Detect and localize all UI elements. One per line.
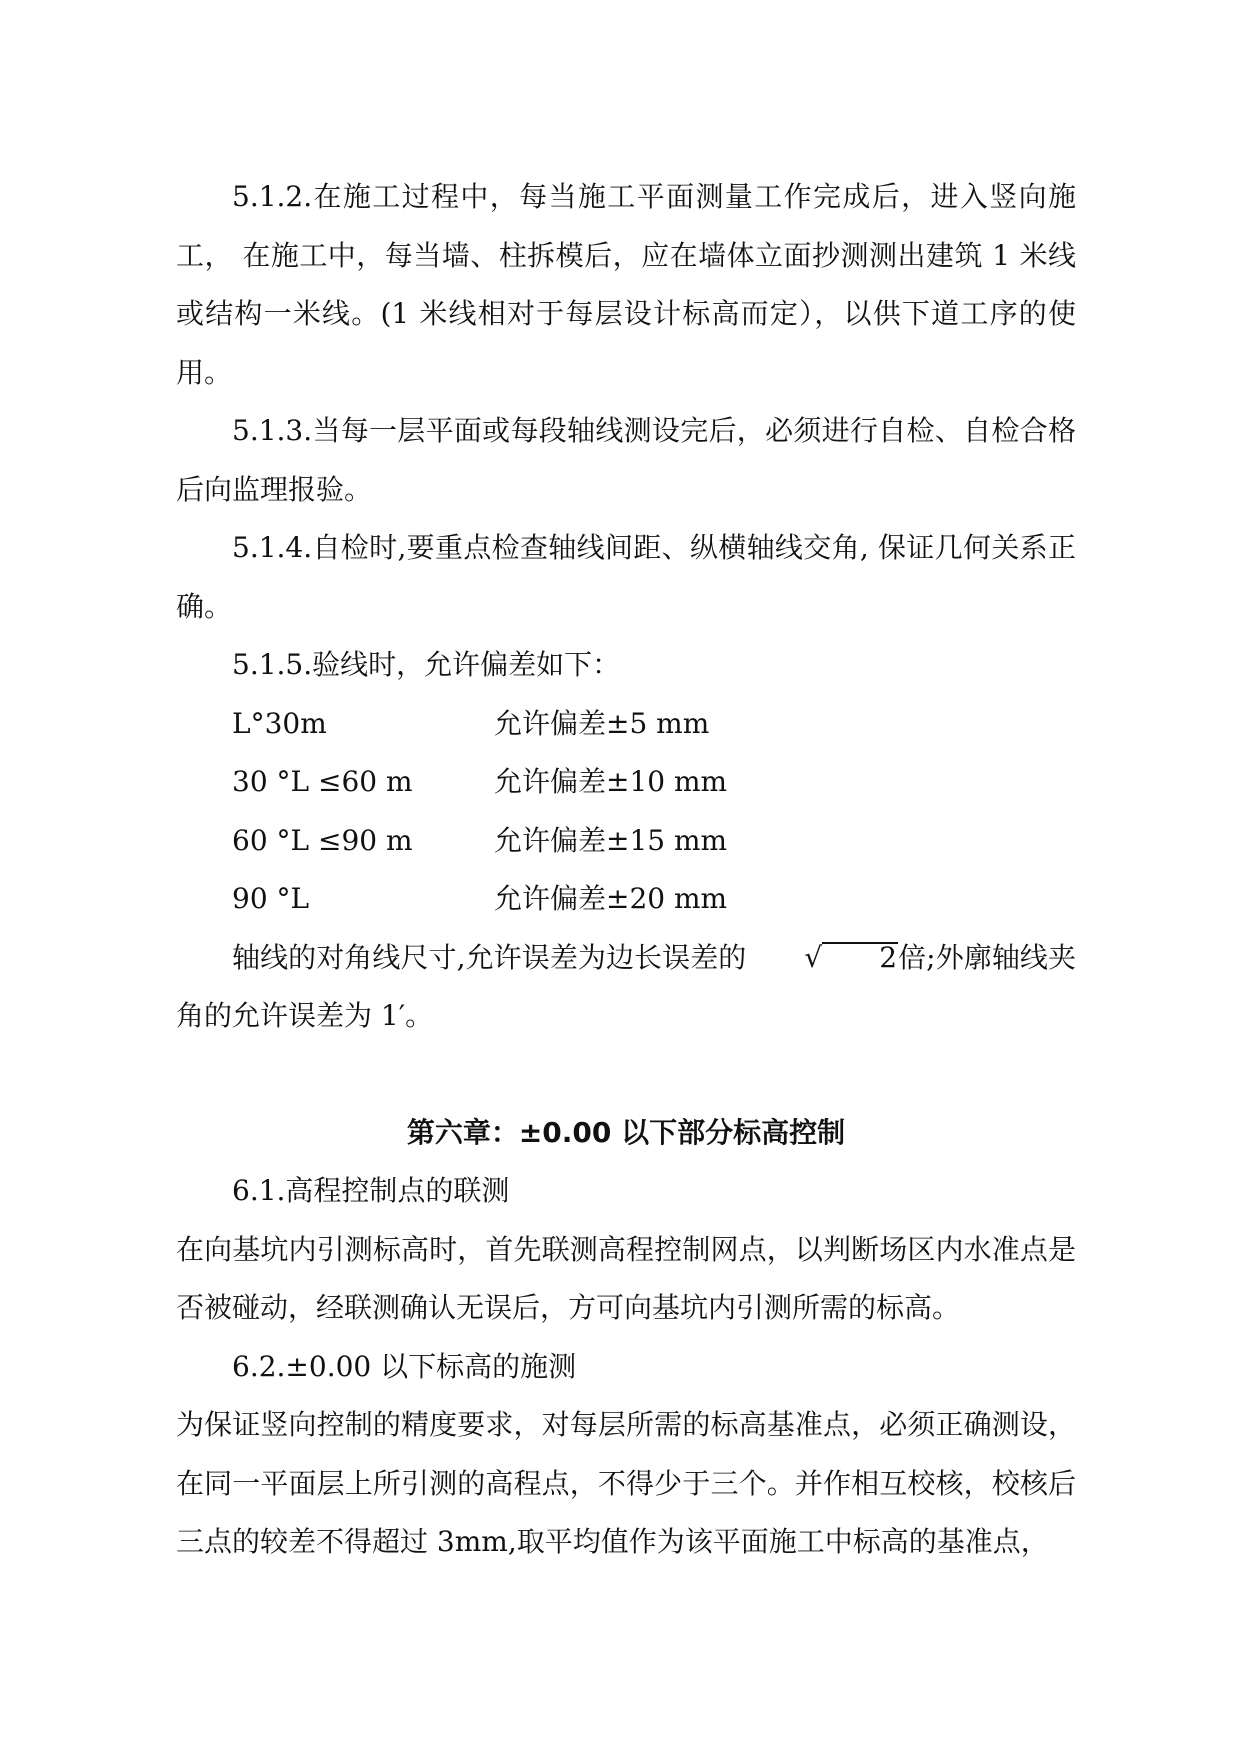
chapter-heading: 第六章：±0.00 以下部分标高控制: [406, 1115, 846, 1149]
tolerance-row: [176, 812, 1076, 871]
tolerance-row: [176, 753, 1076, 812]
section-6-1-body: 在向基坑内引测标高时，首先联测高程控制网点，以判断场区内水准点是否被碰动，经联测确认无误后，方可向基坑内引测所需的标高。: [176, 1232, 1076, 1324]
tolerance-value: 允许偏差±20 mm: [494, 882, 728, 915]
diagonal-text-before: 轴线的对角线尺寸,允许误差为边长误差的: [232, 940, 747, 974]
sqrt-radicand: 2: [822, 942, 898, 972]
paragraph-5-1-2: 5.1.2.在施工过程中，每当施工平面测量工作完成后，进入竖向施工， 在施工中，每当墙、柱拆模后，应在墙体立面抄测测出建筑 1 米线或结构一米线。(1 米线相对于每层设计标高而定），以供下道工序的使用。: [176, 180, 1076, 389]
paragraph-diagonal-tolerance: [176, 929, 1076, 1046]
paragraph-5-1-5: 5.1.5.验线时，允许偏差如下：: [232, 648, 621, 681]
tolerance-range: 60 °L ≤90 m: [232, 823, 413, 857]
tolerance-row: [176, 870, 1076, 929]
section-6-2-body: 为保证竖向控制的精度要求，对每层所需的标高基准点，必须正确测设，在同一平面层上所引测的高程点，不得少于三个。并作相互校核，校核后三点的较差不得超过 3mm,取平均值作为该平面施工中标高的基准点，: [176, 1408, 1076, 1558]
tolerance-range: 90 °L: [232, 882, 310, 915]
tolerance-value: 允许偏差±10 mm: [494, 765, 728, 798]
tolerance-range: 30 °L ≤60 m: [232, 765, 413, 798]
tolerance-range: L°30m: [232, 706, 327, 740]
tolerance-table: [176, 695, 1076, 929]
section-6-2-title: 6.2.±0.00 以下标高的施测: [232, 1349, 577, 1383]
sqrt-symbol: √ 2: [804, 940, 898, 974]
tolerance-value: 允许偏差±5 mm: [494, 706, 710, 740]
document-body: [176, 168, 1076, 1572]
tolerance-row: [176, 695, 1076, 754]
tolerance-value: 允许偏差±15 mm: [494, 823, 728, 857]
paragraph-5-1-3: 5.1.3.当每一层平面或每段轴线测设完后，必须进行自检、自检合格后向监理报验。: [176, 414, 1076, 506]
diagonal-text-after: 倍;外廓轴线夹角的允许误差为 1′。: [176, 940, 1077, 1032]
paragraph-5-1-4: 5.1.4.自检时,要重点检查轴线间距、纵横轴线交角, 保证几何关系正确。: [176, 531, 1076, 623]
section-6-1-title: 6.1.高程控制点的联测: [232, 1174, 510, 1207]
